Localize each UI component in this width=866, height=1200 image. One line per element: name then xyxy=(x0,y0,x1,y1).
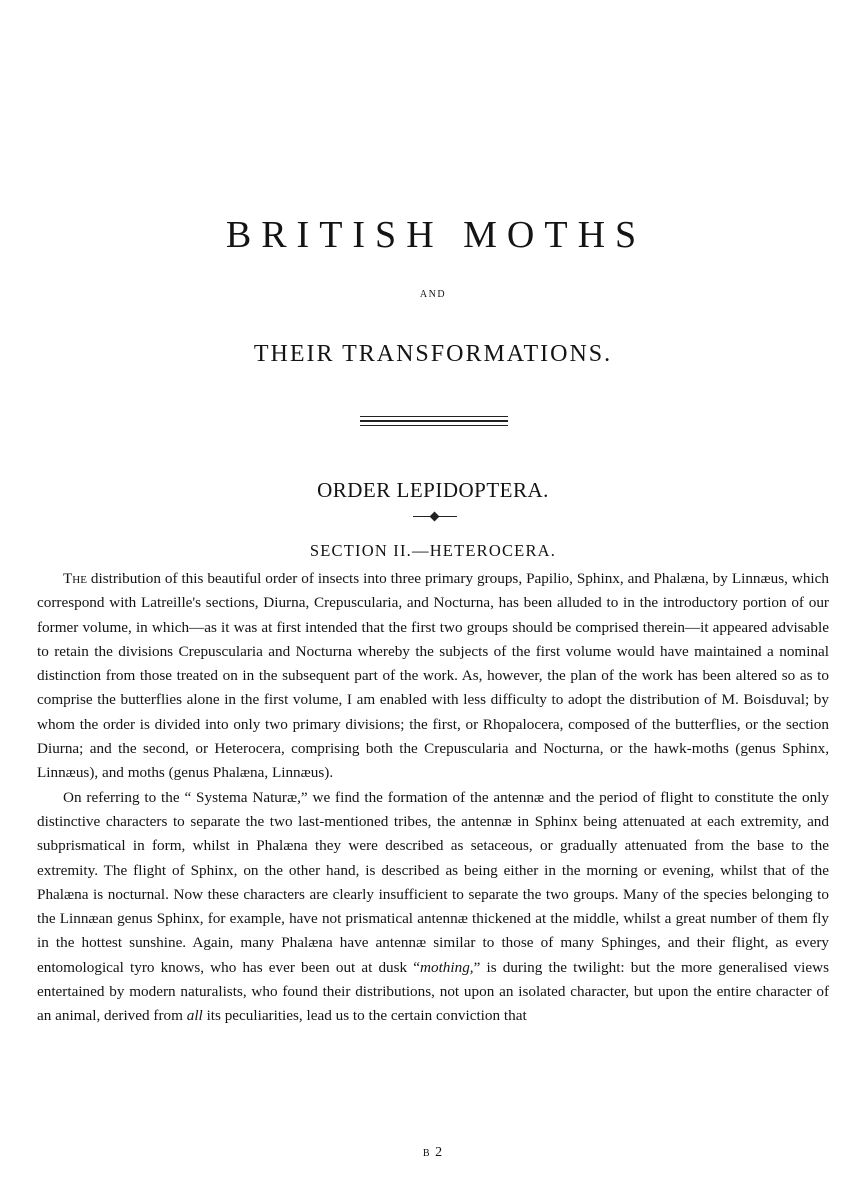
title-rule-top xyxy=(360,416,508,417)
paragraph-1 xyxy=(37,567,829,786)
paragraph-2 xyxy=(37,786,829,1029)
book-subtitle: THEIR TRANSFORMATIONS. xyxy=(253,341,613,367)
signature-letter: B xyxy=(422,1148,431,1159)
paragraph-initial-word: The xyxy=(63,570,87,587)
title-rule-middle xyxy=(360,420,508,422)
signature-mark xyxy=(0,1143,866,1164)
order-heading: ORDER LEPIDOPTERA. xyxy=(317,478,549,502)
paragraph-2-italic-all: all xyxy=(186,1007,203,1025)
body-text xyxy=(37,567,829,1029)
title-conjunction: AND xyxy=(419,289,447,300)
paragraph-1-text: distribution of this beautiful order of insects into three primary groups, Papilio, Sphinx, and Phalæna, by Linnæus, which correspond with Latreille's sections, Diurna, Crepuscularia, and Nocturna, has been alluded to in the introductory portion of our former volume, in which—as it was at first intended that the first two groups should be comprised therein—it appeared advisable to retain the divisions Crepuscularia and Nocturna whereby the subjects of the first volume would have maintained a nominal distinction from those treated on in the subsequent part of the work. As, however, the plan of the work has been altered so as to comprise the butterflies alone in the first volume, I am enabled with less difficulty to adopt the distribution of M. Boisduval; by whom the order is divided into only two primary divisions; the first, or Rhopalocera, composed of the butterflies, or the section Diurna; and the second, or Heterocera, comprising both the Crepuscularia and Nocturna, or the hawk-moths (genus Sphinx, Linnæus), and moths (genus Phalæna, Linnæus). xyxy=(37,570,829,782)
paragraph-2-italic-mothing: mothing, xyxy=(420,958,474,976)
heading-ornament xyxy=(413,512,457,520)
paragraph-2-text-b: ” is during the twilight: but the more generalised views entertained by modern naturalists, who found their distributions, not upon an isolated character, but upon the entire character of an animal, derived from xyxy=(37,958,829,1025)
ornament-diamond-icon xyxy=(430,512,440,522)
paragraph-2-text-c: its peculiarities, lead us to the certain conviction that xyxy=(202,1007,527,1025)
section-heading: SECTION II.—HETEROCERA. xyxy=(309,541,557,560)
paragraph-2-text-a: On referring to the “ Systema Naturæ,” we find the formation of the antennæ and the period of flight to constitute the only distinctive characters to separate the two last-mentioned tribes, the antennæ in Sphinx being attenuated at each extremity, and subprismatical in form, whilst in Phalæna they were described as setaceous, or gradually attenuated from the base to the extremity. The flight of Sphinx, on the other hand, is described as being either in the morning or evening, whilst that of the Phalæna is nocturnal. Now these characters are clearly insufficient to separate the two groups. Many of the species belonging to the Linnæan genus Sphinx, for example, have not prismatical antennæ thickened at the middle, whilst a great number of them fly in the hottest sunshine. Again, many Phalæna have antennæ similar to those of many Sphinges, and their flight, as every entomological tyro knows, who has ever been out at dusk “ xyxy=(37,788,829,976)
book-title: BRITISH MOTHS xyxy=(225,214,647,256)
signature-number: 2 xyxy=(435,1145,444,1160)
title-rule-bottom xyxy=(360,425,508,426)
